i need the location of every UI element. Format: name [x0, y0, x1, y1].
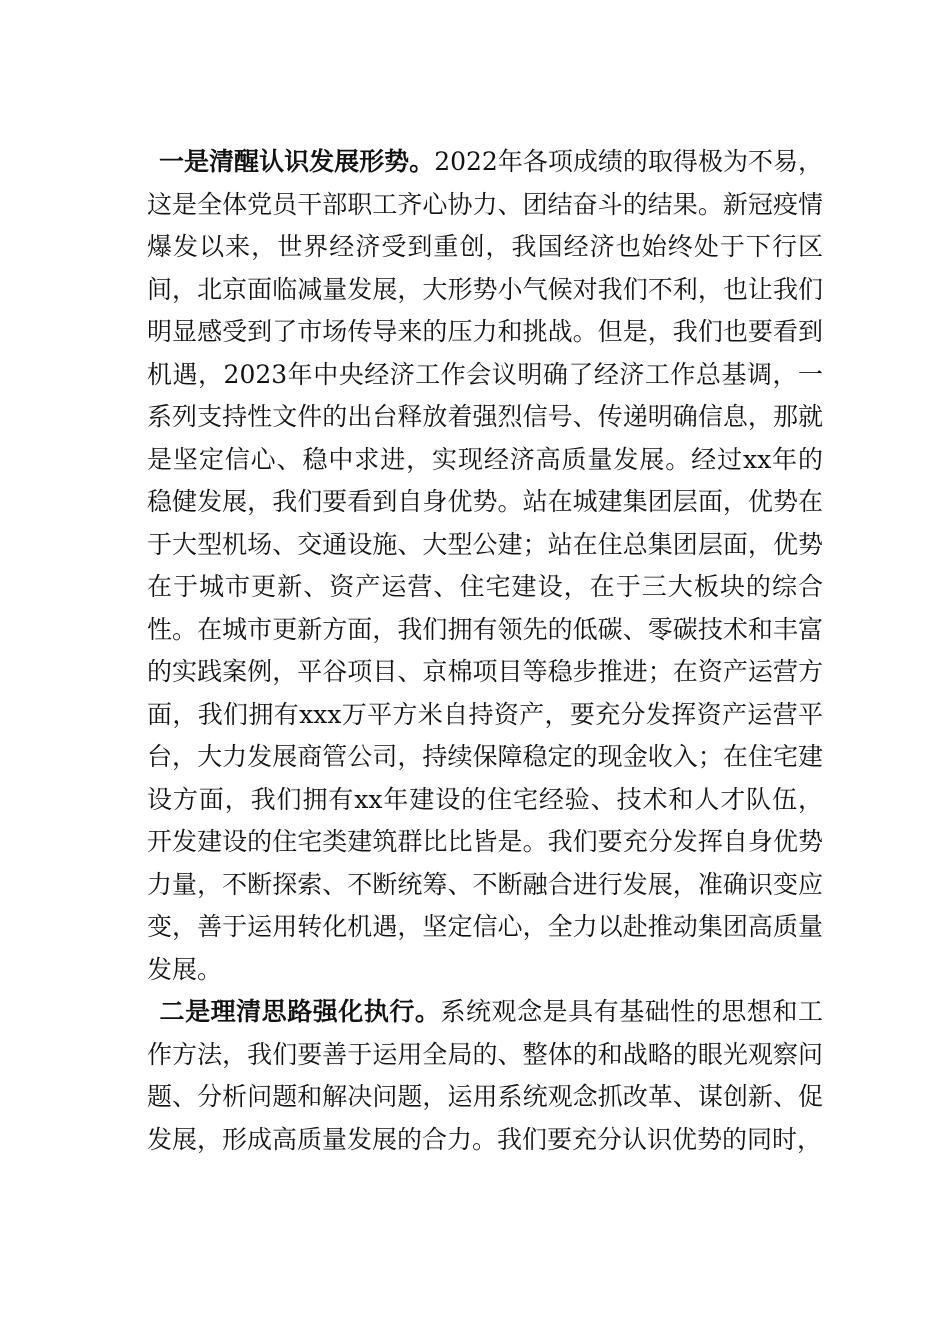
paragraph-2 [147, 991, 823, 1161]
paragraph-2-lead: 二是理清思路强化执行。 [159, 997, 441, 1026]
paragraph-2-body: 系统观念是具有基础性的思想和工作方法，我们要善于运用全局的、整体的和战略的眼光观察问题、分析问题和解决问题，运用系统观念抓改革、谋创新、促发展，形成高质量发展的合力。我们要充分认识优势的同时， [147, 997, 823, 1154]
paragraph-1-body: 2022年各项成绩的取得极为不易，这是全体党员干部职工齐心协力、团结奋斗的结果。新冠疫情爆发以来，世界经济受到重创，我国经济也始终处于下行区间，北京面临减量发展，大形势小气候对我们不利，也让我们明显感受到了市场传导来的压力和挑战。但是，我们也要看到机遇，2023年中央经济工作会议明确了经济工作总基调，一系列支持性文件的出台释放着强烈信号、传递明确信息，那就是坚定信心、稳中求进，实现经济高质量发展。经过xx年的稳健发展，我们要看到自身优势。站在城建集团层面，优势在于大型机场、交通设施、大型公建；站在住总集团层面，优势在于城市更新、资产运营、住宅建设，在于三大板块的综合性。在城市更新方面，我们拥有领先的低碳、零碳技术和丰富的实践案例，平谷项目、京棉项目等稳步推进；在资产运营方面，我们拥有xxx万平方米自持资产，要充分发挥资产运营平台，大力发展商管公司，持续保障稳定的现金收入；在住宅建设方面，我们拥有xx年建设的住宅经验、技术和人才队伍，开发建设的住宅类建筑群比比皆是。我们要充分发挥自身优势力量，不断探索、不断统筹、不断融合进行发展，准确识变应变，善于运用转化机遇，坚定信心，全力以赴推动集团高质量发展。 [147, 147, 823, 984]
document-body [147, 141, 823, 1161]
paragraph-1-lead: 一是清醒认识发展形势。 [159, 147, 435, 176]
paragraph-1 [147, 141, 823, 991]
